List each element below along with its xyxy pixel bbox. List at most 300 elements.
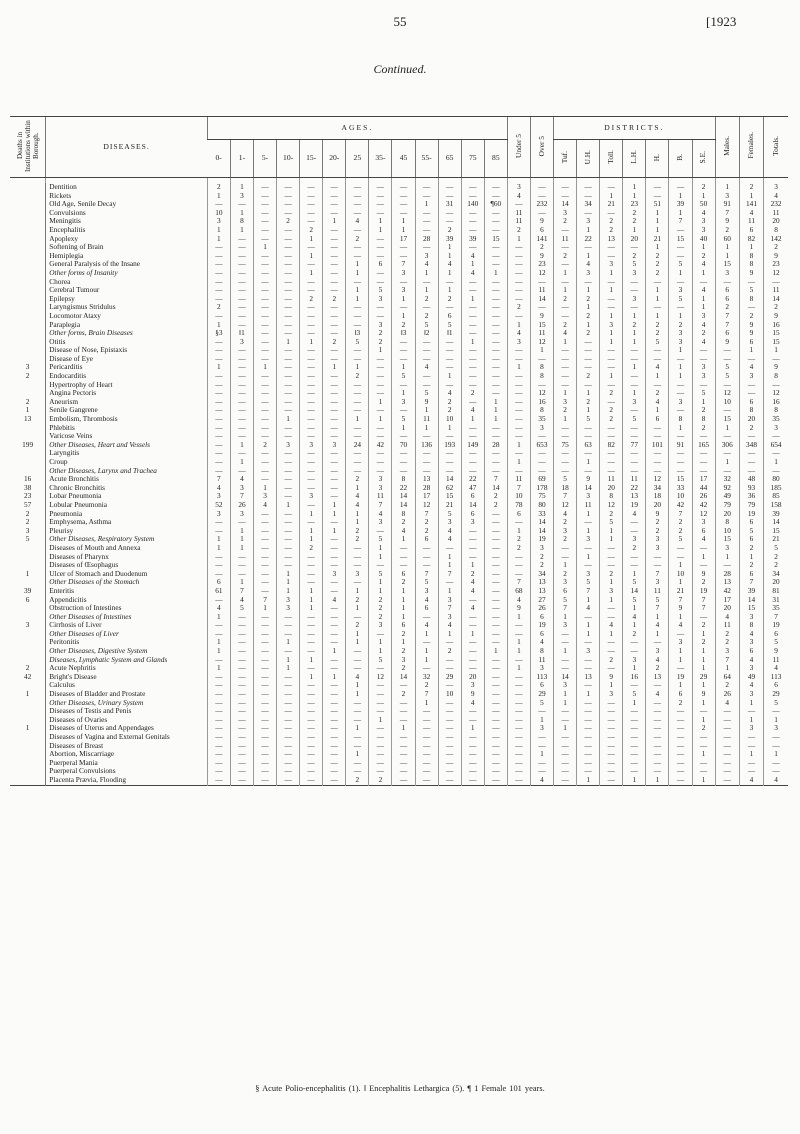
value-cell: 3 — [692, 226, 715, 235]
disease-name-cell: Hypertrophy of Heart — [46, 381, 208, 390]
value-cell: 9 — [577, 475, 600, 484]
value-cell: 2 — [554, 321, 577, 330]
value-cell: — — [300, 458, 323, 467]
value-cell: — — [438, 355, 461, 364]
value-cell: — — [254, 681, 277, 690]
value-cell: 14 — [577, 484, 600, 493]
value-cell: — — [369, 209, 392, 218]
value-cell: — — [415, 553, 438, 562]
value-cell: 1 — [623, 338, 646, 347]
value-cell: — — [507, 759, 530, 768]
table-row — [10, 243, 788, 252]
value-cell: — — [646, 733, 669, 742]
value-cell: 1 — [554, 724, 577, 733]
value-cell: — — [577, 467, 600, 476]
value-cell: 42 — [715, 587, 739, 596]
value-cell: — — [461, 733, 484, 742]
value-cell: — — [461, 209, 484, 218]
value-cell: — — [346, 664, 369, 673]
value-cell: — — [739, 707, 763, 716]
value-cell: — — [254, 449, 277, 458]
value-cell: 7 — [507, 484, 530, 493]
value-cell: — — [230, 767, 253, 776]
institution-deaths-cell — [10, 209, 46, 218]
value-cell: 306 — [715, 441, 739, 450]
table-row — [10, 235, 788, 244]
value-cell: 15 — [764, 329, 788, 338]
value-cell: — — [554, 192, 577, 201]
value-cell: — — [230, 363, 253, 372]
value-cell: 1 — [484, 406, 507, 415]
column-header-diseases: DISEASES. — [46, 117, 208, 178]
value-cell: 14 — [392, 673, 415, 682]
institution-deaths-cell — [10, 235, 46, 244]
value-cell: 2 — [623, 630, 646, 639]
value-cell: — — [461, 750, 484, 759]
value-cell: — — [254, 527, 277, 536]
value-cell: 1 — [577, 690, 600, 699]
value-cell: — — [277, 449, 300, 458]
institution-deaths-cell — [10, 630, 46, 639]
value-cell: — — [554, 449, 577, 458]
value-cell: 10 — [438, 690, 461, 699]
value-cell: 2 — [669, 321, 692, 330]
disease-name-cell: Diseases of Vagina and External Genitals — [46, 733, 208, 742]
value-cell: — — [277, 312, 300, 321]
value-cell: 1 — [577, 252, 600, 261]
value-cell: 5 — [369, 286, 392, 295]
value-cell: — — [461, 432, 484, 441]
value-cell: — — [438, 767, 461, 776]
value-cell: 2 — [369, 776, 392, 785]
column-header-under-5: Under 5 — [507, 117, 530, 178]
value-cell: 42 — [369, 441, 392, 450]
value-cell: — — [207, 467, 230, 476]
value-cell: 1 — [692, 269, 715, 278]
value-cell: — — [300, 286, 323, 295]
value-cell: 3 — [692, 312, 715, 321]
value-cell: — — [577, 209, 600, 218]
value-cell: — — [254, 398, 277, 407]
table-row — [10, 742, 788, 751]
value-cell: — — [507, 621, 530, 630]
value-cell: — — [623, 458, 646, 467]
value-cell: 1 — [346, 415, 369, 424]
value-cell: 7 — [230, 492, 253, 501]
institution-deaths-cell — [10, 346, 46, 355]
value-cell: — — [277, 235, 300, 244]
value-cell: — — [207, 286, 230, 295]
value-cell: 3 — [577, 217, 600, 226]
value-cell: — — [369, 527, 392, 536]
value-cell: 6 — [415, 604, 438, 613]
value-cell: 1 — [300, 596, 323, 605]
value-cell: — — [530, 303, 553, 312]
value-cell: 1 — [577, 321, 600, 330]
value-cell: — — [507, 432, 530, 441]
value-cell: — — [764, 381, 788, 390]
disease-name-cell: Chronic Bronchitis — [46, 484, 208, 493]
table-row — [10, 398, 788, 407]
value-cell: 29 — [530, 690, 553, 699]
value-cell: 3 — [346, 570, 369, 579]
value-cell: — — [438, 183, 461, 192]
value-cell: 1 — [646, 243, 669, 252]
value-cell: — — [277, 381, 300, 390]
value-cell: — — [415, 742, 438, 751]
value-cell: 7 — [715, 312, 739, 321]
value-cell: 52 — [207, 501, 230, 510]
value-cell: — — [323, 424, 346, 433]
value-cell: — — [254, 733, 277, 742]
value-cell: 2 — [692, 578, 715, 587]
value-cell: — — [254, 329, 277, 338]
value-cell: — — [300, 630, 323, 639]
value-cell: — — [577, 750, 600, 759]
value-cell: 7 — [692, 596, 715, 605]
institution-deaths-cell — [10, 338, 46, 347]
value-cell: — — [577, 724, 600, 733]
column-header-district: Toll. — [600, 140, 623, 178]
value-cell: 2 — [600, 415, 623, 424]
value-cell: — — [207, 355, 230, 364]
value-cell: 1 — [254, 484, 277, 493]
value-cell: ‖1 — [438, 329, 461, 338]
value-cell: — — [577, 449, 600, 458]
value-cell: 1 — [692, 647, 715, 656]
value-cell: — — [323, 243, 346, 252]
column-header-age: 10- — [277, 140, 300, 178]
value-cell: 1 — [323, 217, 346, 226]
value-cell: — — [254, 553, 277, 562]
value-cell: — — [254, 656, 277, 665]
value-cell: — — [254, 260, 277, 269]
value-cell: — — [484, 621, 507, 630]
value-cell: — — [369, 312, 392, 321]
value-cell: 1 — [392, 535, 415, 544]
value-cell: 3 — [530, 424, 553, 433]
value-cell: 1 — [300, 587, 323, 596]
value-cell: 61 — [207, 587, 230, 596]
value-cell: — — [507, 699, 530, 708]
page-number: 55 — [393, 14, 407, 29]
value-cell: 7 — [715, 656, 739, 665]
column-header-age: 25 — [346, 140, 369, 178]
value-cell: 32 — [715, 475, 739, 484]
value-cell: — — [484, 596, 507, 605]
disease-name-cell: Disease of Eye — [46, 355, 208, 364]
value-cell: — — [415, 664, 438, 673]
value-cell: — — [323, 638, 346, 647]
value-cell: 14 — [438, 475, 461, 484]
value-cell: — — [692, 561, 715, 570]
column-header-age: 65 — [438, 140, 461, 178]
value-cell: — — [277, 252, 300, 261]
value-cell: — — [277, 467, 300, 476]
value-cell: 49 — [739, 673, 763, 682]
value-cell: — — [577, 733, 600, 742]
value-cell: 21 — [438, 501, 461, 510]
value-cell: 136 — [415, 441, 438, 450]
value-cell: 5 — [646, 338, 669, 347]
value-cell: — — [600, 467, 623, 476]
value-cell: 1 — [554, 561, 577, 570]
institution-deaths-cell — [10, 183, 46, 192]
value-cell: — — [300, 776, 323, 785]
value-cell: — — [484, 226, 507, 235]
disease-name-cell: Laryngismus Stridulus — [46, 303, 208, 312]
value-cell: 1 — [392, 613, 415, 622]
value-cell: 14 — [554, 673, 577, 682]
value-cell: — — [415, 750, 438, 759]
value-cell: — — [254, 278, 277, 287]
value-cell: 1 — [438, 243, 461, 252]
value-cell: — — [623, 372, 646, 381]
value-cell: — — [277, 346, 300, 355]
value-cell: — — [507, 630, 530, 639]
value-cell: 2 — [692, 406, 715, 415]
value-cell: 6 — [739, 570, 763, 579]
value-cell: 2 — [600, 656, 623, 665]
value-cell: — — [577, 742, 600, 751]
value-cell: — — [254, 699, 277, 708]
value-cell: 2 — [346, 621, 369, 630]
value-cell: — — [600, 381, 623, 390]
value-cell: — — [600, 759, 623, 768]
value-cell: 8 — [739, 621, 763, 630]
value-cell: 2 — [323, 295, 346, 304]
value-cell: — — [254, 200, 277, 209]
value-cell: 3 — [646, 578, 669, 587]
value-cell: — — [277, 630, 300, 639]
value-cell: 165 — [692, 441, 715, 450]
value-cell: — — [484, 553, 507, 562]
value-cell: — — [277, 716, 300, 725]
value-cell: — — [207, 724, 230, 733]
value-cell: — — [277, 613, 300, 622]
table-row — [10, 321, 788, 330]
value-cell: — — [300, 389, 323, 398]
institution-deaths-cell — [10, 578, 46, 587]
value-cell: — — [254, 776, 277, 785]
value-cell: 8 — [739, 406, 763, 415]
value-cell: — — [369, 200, 392, 209]
institution-deaths-cell: 5 — [25, 535, 30, 544]
value-cell: — — [415, 724, 438, 733]
value-cell: 1 — [392, 587, 415, 596]
value-cell: — — [254, 192, 277, 201]
disease-name-cell: Old Age, Senile Decay — [46, 200, 208, 209]
value-cell: 4 — [623, 510, 646, 519]
value-cell: — — [323, 742, 346, 751]
value-cell: — — [415, 467, 438, 476]
value-cell: — — [323, 226, 346, 235]
value-cell: 8 — [530, 647, 553, 656]
disease-name-cell: Convulsions — [46, 209, 208, 218]
column-header-males: Males. — [715, 117, 739, 178]
value-cell: — — [323, 578, 346, 587]
value-cell: 1 — [623, 312, 646, 321]
value-cell: 28 — [715, 570, 739, 579]
value-cell: — — [346, 544, 369, 553]
value-cell: 1 — [415, 630, 438, 639]
value-cell: 4 — [461, 587, 484, 596]
value-cell: — — [715, 561, 739, 570]
value-cell: 3 — [623, 656, 646, 665]
table-row — [10, 449, 788, 458]
value-cell: 1 — [669, 647, 692, 656]
value-cell: — — [323, 587, 346, 596]
disease-name-cell: Pneumonia — [46, 510, 208, 519]
value-cell: 2 — [715, 226, 739, 235]
disease-name-cell: Cerebral Tumour — [46, 286, 208, 295]
value-cell: — — [438, 467, 461, 476]
column-header-over-5: Over 5 — [530, 117, 553, 178]
value-cell: — — [230, 724, 253, 733]
value-cell: 6 — [669, 690, 692, 699]
disease-name-cell: Diseases of Breast — [46, 742, 208, 751]
institution-deaths-cell — [10, 613, 46, 622]
value-cell: 60 — [715, 235, 739, 244]
value-cell: — — [438, 750, 461, 759]
value-cell: — — [692, 767, 715, 776]
value-cell: 2 — [669, 518, 692, 527]
value-cell: 13 — [530, 587, 553, 596]
value-cell: 70 — [392, 441, 415, 450]
value-cell: — — [530, 458, 553, 467]
value-cell: 6 — [739, 518, 763, 527]
value-cell: 1 — [715, 183, 739, 192]
value-cell: — — [323, 449, 346, 458]
value-cell: — — [300, 303, 323, 312]
value-cell: — — [392, 759, 415, 768]
value-cell: — — [323, 467, 346, 476]
value-cell: — — [507, 673, 530, 682]
value-cell: — — [623, 424, 646, 433]
table-row — [10, 295, 788, 304]
value-cell: — — [277, 681, 300, 690]
institution-deaths-cell — [10, 278, 46, 287]
value-cell: — — [554, 260, 577, 269]
value-cell: — — [484, 656, 507, 665]
value-cell: — — [764, 432, 788, 441]
value-cell: — — [207, 561, 230, 570]
value-cell: — — [207, 441, 230, 450]
value-cell: 3 — [739, 690, 763, 699]
table-row — [10, 415, 788, 424]
value-cell: — — [461, 664, 484, 673]
value-cell: — — [623, 243, 646, 252]
disease-name-cell: Angina Pectoris — [46, 389, 208, 398]
value-cell: 5 — [623, 415, 646, 424]
value-cell: — — [507, 269, 530, 278]
value-cell: — — [230, 742, 253, 751]
disease-name-cell: Senile Gangrene — [46, 406, 208, 415]
value-cell: 10 — [715, 398, 739, 407]
value-cell: 8 — [739, 295, 763, 304]
value-cell: — — [300, 664, 323, 673]
value-cell: — — [300, 432, 323, 441]
value-cell: — — [438, 656, 461, 665]
value-cell: — — [277, 200, 300, 209]
value-cell: 19 — [530, 535, 553, 544]
value-cell: 7 — [507, 578, 530, 587]
value-cell: — — [577, 243, 600, 252]
institution-deaths-cell — [10, 707, 46, 716]
value-cell: — — [415, 372, 438, 381]
value-cell: 1 — [207, 321, 230, 330]
value-cell: — — [554, 312, 577, 321]
value-cell: 2 — [346, 596, 369, 605]
value-cell: 3 — [739, 664, 763, 673]
value-cell: — — [739, 449, 763, 458]
value-cell: — — [207, 621, 230, 630]
value-cell: — — [507, 449, 530, 458]
value-cell: 8 — [739, 252, 763, 261]
value-cell: — — [207, 742, 230, 751]
value-cell: — — [577, 432, 600, 441]
value-cell: 3 — [623, 535, 646, 544]
value-cell: — — [323, 321, 346, 330]
value-cell: 1 — [346, 750, 369, 759]
value-cell: — — [207, 707, 230, 716]
table-row — [10, 630, 788, 639]
value-cell: — — [600, 776, 623, 785]
value-cell: — — [346, 278, 369, 287]
value-cell: — — [230, 235, 253, 244]
value-cell: 3 — [715, 544, 739, 553]
table-row — [10, 544, 788, 553]
value-cell: — — [461, 776, 484, 785]
value-cell: 11 — [507, 475, 530, 484]
value-cell: 3 — [369, 484, 392, 493]
value-cell: 2 — [623, 217, 646, 226]
value-cell: 2 — [646, 260, 669, 269]
value-cell: 3 — [623, 295, 646, 304]
table-row — [10, 561, 788, 570]
table-row — [10, 776, 788, 785]
value-cell: — — [484, 183, 507, 192]
institution-deaths-cell — [10, 553, 46, 562]
table-row — [10, 209, 788, 218]
value-cell: 5 — [764, 544, 788, 553]
value-cell: 7 — [692, 604, 715, 613]
value-cell: 1 — [600, 681, 623, 690]
disease-name-cell: Diseases of Bladder and Prostate — [46, 690, 208, 699]
value-cell: 3 — [554, 398, 577, 407]
value-cell: — — [600, 278, 623, 287]
value-cell: — — [484, 260, 507, 269]
value-cell: — — [392, 561, 415, 570]
value-cell: — — [300, 501, 323, 510]
value-cell: 2 — [739, 544, 763, 553]
value-cell: — — [346, 733, 369, 742]
value-cell: 2 — [392, 647, 415, 656]
institution-deaths-cell — [10, 424, 46, 433]
value-cell: — — [230, 638, 253, 647]
value-cell: — — [346, 381, 369, 390]
value-cell: 6 — [461, 492, 484, 501]
value-cell: — — [507, 776, 530, 785]
value-cell: 11 — [715, 621, 739, 630]
value-cell: 20 — [764, 578, 788, 587]
value-cell: 1 — [277, 570, 300, 579]
value-cell: — — [461, 553, 484, 562]
value-cell: — — [600, 295, 623, 304]
column-header-age: 55- — [415, 140, 438, 178]
value-cell: 4 — [739, 776, 763, 785]
value-cell: 3 — [415, 252, 438, 261]
